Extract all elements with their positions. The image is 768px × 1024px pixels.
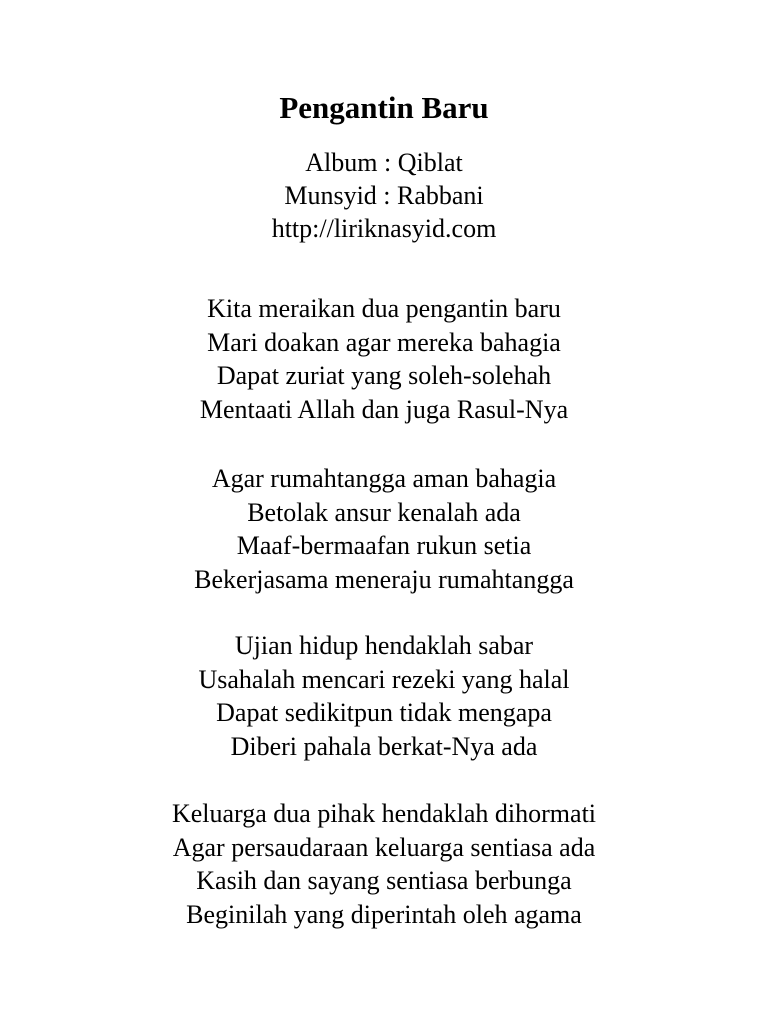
stanza-2 <box>0 462 768 596</box>
lyric-line: Beginilah yang diperintah oleh agama <box>186 899 582 929</box>
lyric-line: Maaf-bermaafan rukun setia <box>236 531 532 560</box>
lyric-line: Keluarga dua pihak hendaklah dihormati <box>171 799 597 828</box>
lyric-line: Kita meraikan dua pengantin baru <box>207 294 561 323</box>
lyric-line: Diberi pahala berkat-Nya ada <box>230 731 538 761</box>
lyric-line: Ujian hidup hendaklah sabar <box>234 631 534 660</box>
lyric-line: Mentaati Allah dan juga Rasul-Nya <box>199 394 569 424</box>
lyric-line: Kasih dan sayang sentiasa berbunga <box>196 866 572 895</box>
stanza-4 <box>0 797 768 931</box>
album-line: Album : Qiblat <box>305 148 463 177</box>
lyric-line: Agar persaudaraan keluarga sentiasa ada <box>172 832 596 862</box>
lyric-line: Bekerjasama meneraju rumahtangga <box>194 564 574 594</box>
munsyid-line: Munsyid : Rabbani <box>284 181 484 210</box>
stanza-3 <box>0 629 768 763</box>
lyric-line: Betolak ansur kenalah ada <box>247 497 521 527</box>
lyric-line: Dapat sedikitpun tidak mengapa <box>216 698 552 727</box>
lyric-line: Dapat zuriat yang soleh-solehah <box>216 361 552 390</box>
song-meta <box>0 146 768 245</box>
lyric-line: Usahalah mencari rezeki yang halal <box>198 664 570 694</box>
song-title: Pengantin Baru <box>279 90 489 125</box>
stanza-1 <box>0 292 768 426</box>
lyric-line: Agar rumahtangga aman bahagia <box>211 464 557 493</box>
lyric-line: Mari doakan agar mereka bahagia <box>207 327 561 357</box>
source-url: http://liriknasyid.com <box>271 214 497 243</box>
